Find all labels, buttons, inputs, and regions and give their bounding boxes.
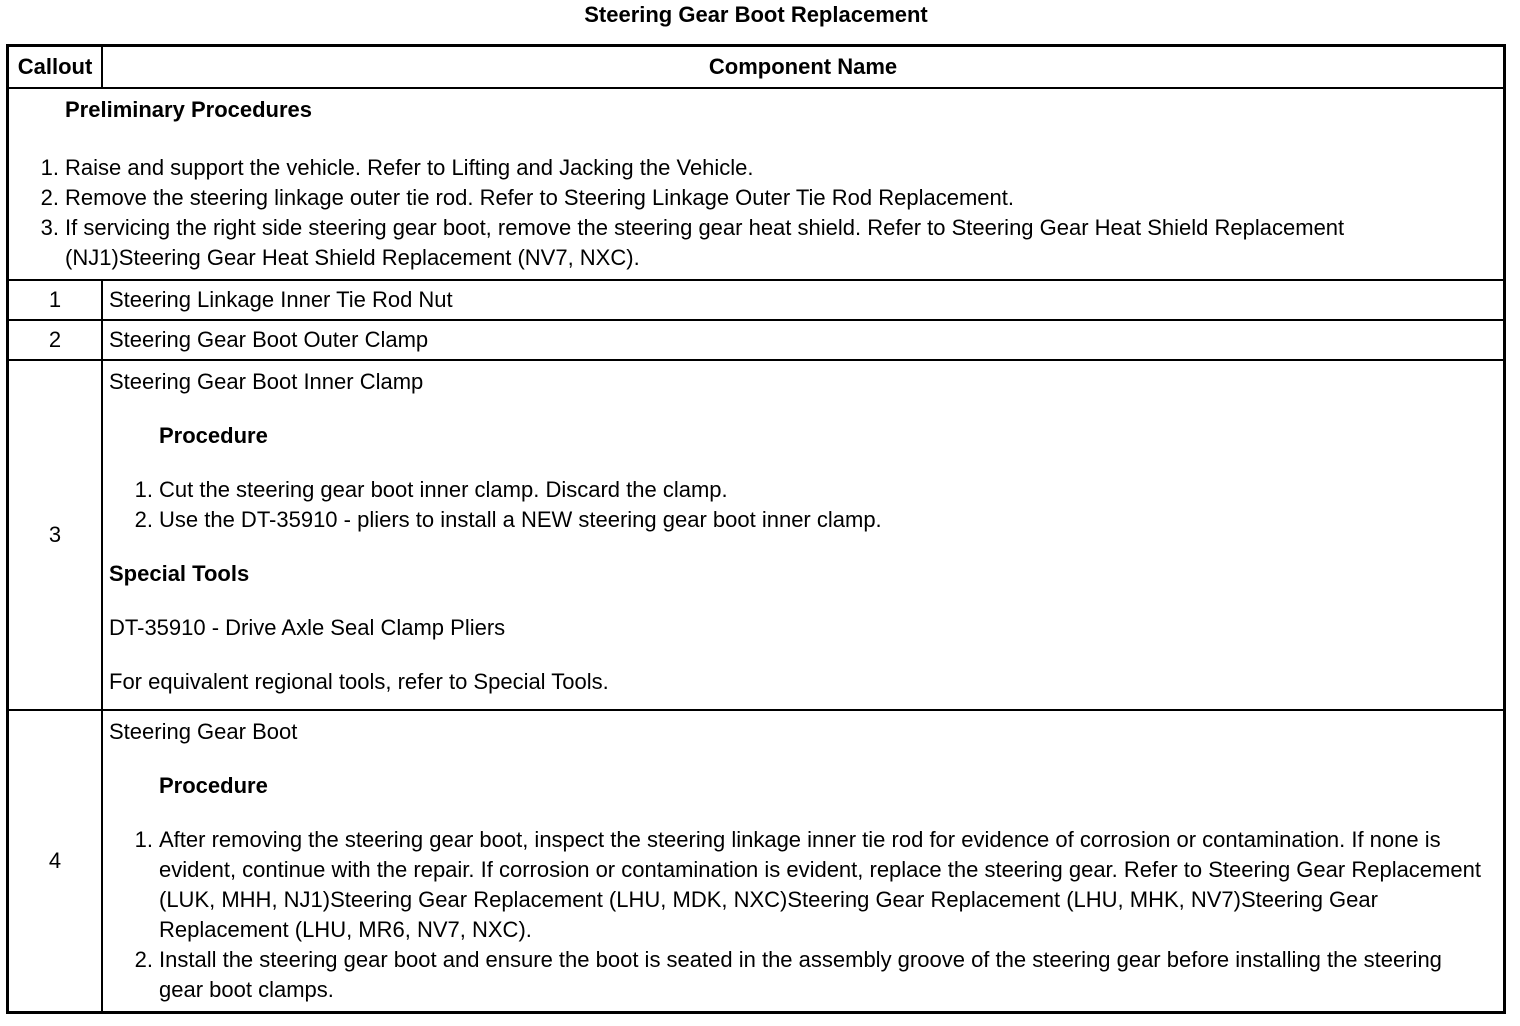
procedure-heading: Procedure <box>159 423 268 448</box>
table-row <box>8 320 1505 360</box>
table-row <box>8 710 1505 1013</box>
special-tools-note: For equivalent regional tools, refer to Special Tools. <box>109 669 609 694</box>
callout-cell: 4 <box>8 710 103 1013</box>
component-name: Steering Gear Boot Outer Clamp <box>109 327 429 352</box>
procedure-heading: Procedure <box>159 773 268 798</box>
table-row <box>8 280 1505 320</box>
list-item: 2. Use the DT-35910 - pliers to install a NEW steering gear boot inner clamp. <box>134 507 882 532</box>
component-name: Steering Linkage Inner Tie Rod Nut <box>109 287 453 312</box>
preliminary-row <box>8 88 1505 280</box>
component-column-header: Component Name <box>102 46 1505 89</box>
table-row <box>8 360 1505 710</box>
procedure-steps <box>109 475 1497 535</box>
list-item: 1. Cut the steering gear boot inner clamp. Discard the clamp. <box>134 477 728 502</box>
component-name: Steering Gear Boot Inner Clamp <box>109 369 424 394</box>
page-title: Steering Gear Boot Replacement <box>584 2 928 27</box>
list-item: 3. If servicing the right side steering gear boot, remove the steering gear heat shield. Refer to Steering Gear Heat Shield Replacement (NJ1)Steering Gear Heat Shield Replacement (NV7, NXC). <box>40 215 1345 270</box>
list-item: 1. Raise and support the vehicle. Refer to Lifting and Jacking the Vehicle. <box>40 155 754 180</box>
special-tool: DT-35910 - Drive Axle Seal Clamp Pliers <box>109 615 506 640</box>
callout-cell: 2 <box>8 320 103 360</box>
preliminary-heading: Preliminary Procedures <box>65 97 313 122</box>
list-item: 2. Remove the steering linkage outer tie rod. Refer to Steering Linkage Outer Tie Rod Replacement. <box>40 185 1014 210</box>
component-table <box>6 44 1506 1014</box>
special-tools-heading: Special Tools <box>109 561 250 586</box>
callout-cell: 3 <box>8 360 103 710</box>
table-header-row <box>8 46 1505 89</box>
preliminary-steps <box>29 153 1483 273</box>
list-item: 2. Install the steering gear boot and ensure the boot is seated in the assembly groove of the steering gear before installing the steering gear boot clamps. <box>134 947 1442 1002</box>
preliminary-procedures <box>9 89 1503 277</box>
list-item: 1. After removing the steering gear boot, inspect the steering linkage inner tie rod for evidence of corrosion or contamination. If none is evident, continue with the repair. If corrosion or contamination is evident, replace the steering gear. Refer to Steering Gear Replacement (LUK, MHH, NJ1)Steering Gear Replacement (LHU, MDK, NXC)Steering Gear Replacement (LHU, MHK, NV7)Steering Gear Replacement (LHU, MR6, NV7, NXC). <box>134 827 1481 942</box>
callout-cell: 1 <box>8 280 103 320</box>
callout-column-header: Callout <box>8 46 103 89</box>
procedure-steps <box>109 825 1483 1005</box>
component-name: Steering Gear Boot <box>109 719 298 744</box>
